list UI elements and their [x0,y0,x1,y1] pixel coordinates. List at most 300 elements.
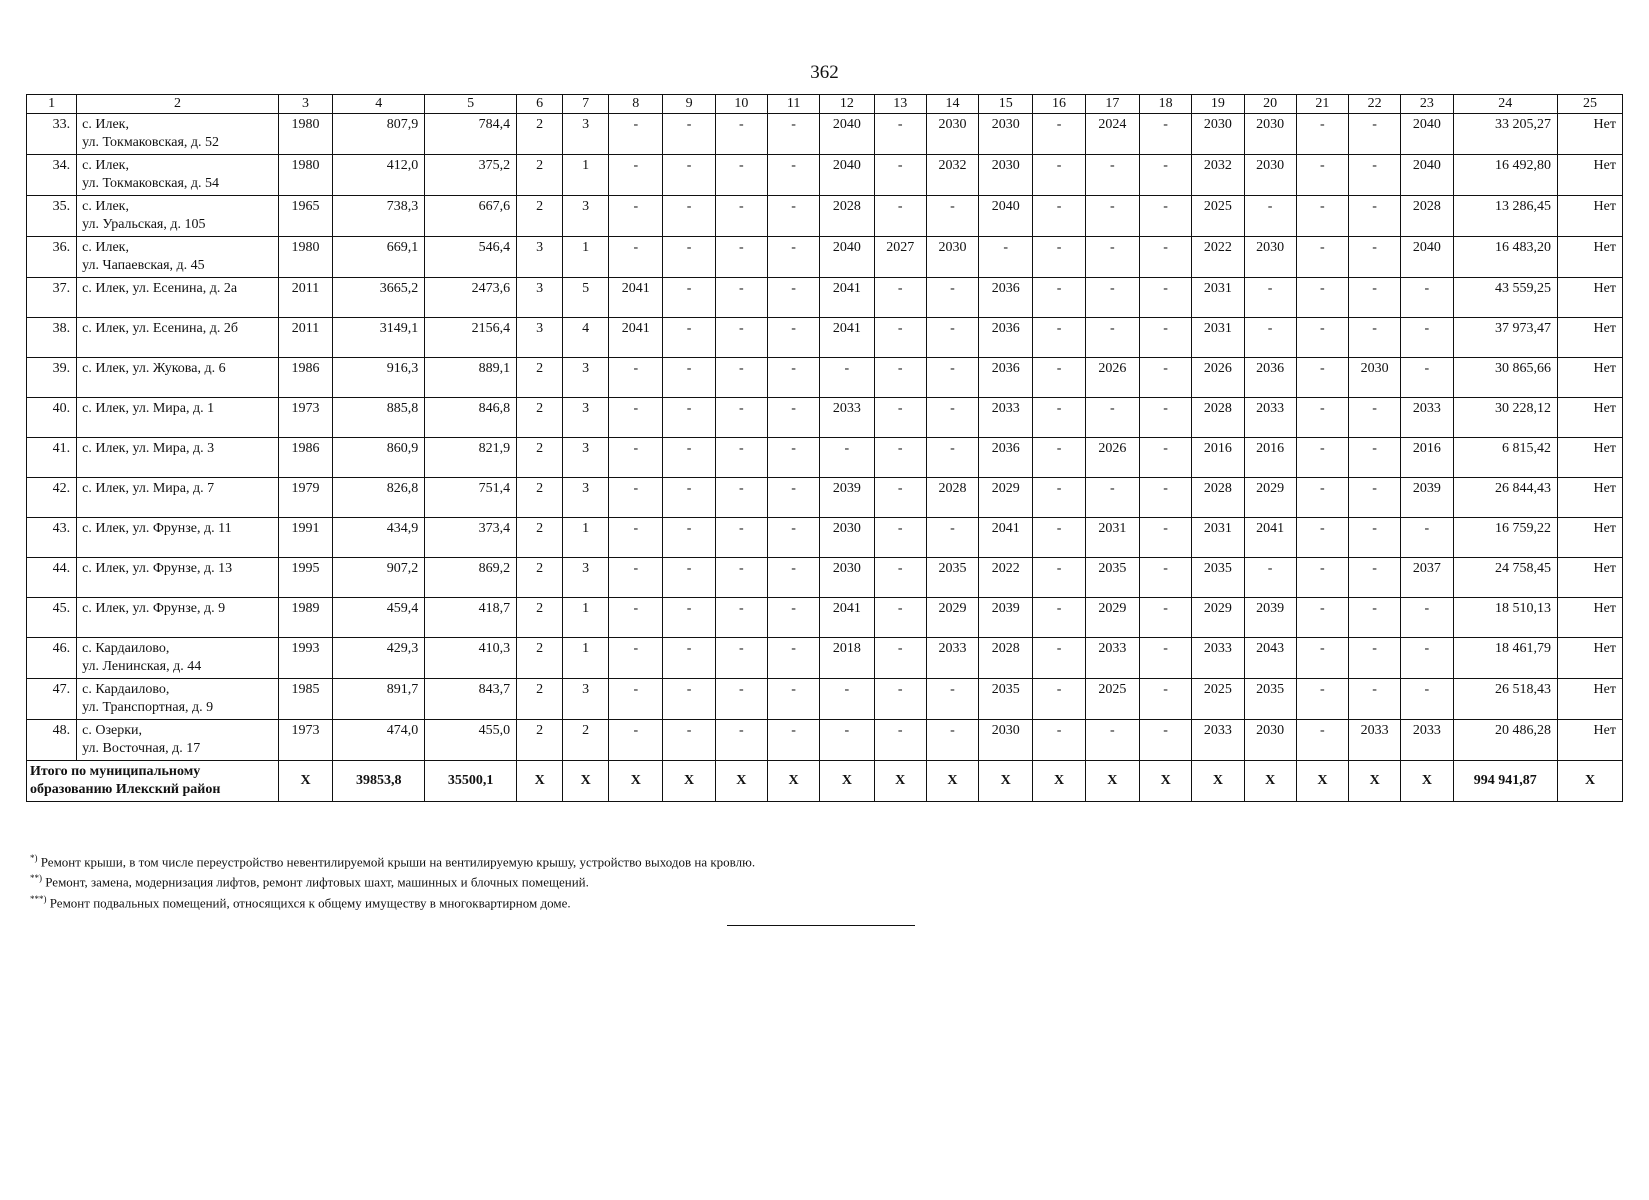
data-cell: 2030 [926,114,978,155]
data-cell: 1979 [278,478,332,518]
address-cell [77,438,279,478]
data-cell: 3149,1 [333,318,425,358]
data-cell: - [1296,679,1348,720]
data-cell: 2028 [926,478,978,518]
data-cell: 2030 [1244,114,1296,155]
data-cell: - [1033,438,1085,478]
data-cell: - [663,438,715,478]
data-cell: 1973 [278,398,332,438]
data-cell: 1 [563,638,609,679]
row-number-cell: 34. [27,155,77,196]
column-number-header: 12 [820,95,874,114]
data-cell: 2024 [1085,114,1139,155]
data-cell: - [1401,518,1453,558]
data-cell: 2 [517,679,563,720]
data-cell: 2026 [1085,358,1139,398]
data-cell: - [1349,558,1401,598]
data-cell: 2029 [926,598,978,638]
data-cell: 2040 [1401,237,1453,278]
data-cell: 2 [563,720,609,761]
data-cell: - [820,438,874,478]
address-line-1: с. Илек, ул. Фрунзе, д. 9 [82,601,226,616]
data-cell: - [1296,598,1348,638]
data-cell: 3 [563,196,609,237]
data-cell: 1973 [278,720,332,761]
address-cell [77,237,279,278]
data-cell: Нет [1558,278,1623,318]
data-cell: - [1296,720,1348,761]
data-cell: - [1349,114,1401,155]
address-line-2: ул. Токмаковская, д. 52 [82,135,220,150]
data-cell: - [1033,518,1085,558]
data-cell: - [926,438,978,478]
data-cell: - [663,318,715,358]
data-cell: - [715,638,767,679]
data-cell: - [1349,278,1401,318]
data-cell: 751,4 [425,478,517,518]
data-cell: - [1033,358,1085,398]
table-row [27,558,1623,598]
address-cell [77,398,279,438]
data-cell: 2039 [1401,478,1453,518]
data-cell: - [926,318,978,358]
data-cell: - [1401,278,1453,318]
data-cell: 412,0 [333,155,425,196]
data-cell: - [609,478,663,518]
total-cell: X [1192,761,1244,802]
data-cell: - [609,558,663,598]
data-cell: - [715,438,767,478]
row-number-cell: 41. [27,438,77,478]
address-line-1: с. Илек, ул. Мира, д. 1 [82,401,215,416]
data-cell: 2041 [979,518,1033,558]
data-cell: 2028 [1192,398,1244,438]
data-cell: - [1085,237,1139,278]
data-cell: 2016 [1244,438,1296,478]
address-line-2: ул. Токмаковская, д. 54 [82,176,220,191]
table-row [27,438,1623,478]
column-number-header: 7 [563,95,609,114]
data-cell: - [874,398,926,438]
data-cell: 373,4 [425,518,517,558]
address-line-1: с. Илек, ул. Мира, д. 3 [82,441,215,456]
data-cell: - [1085,196,1139,237]
address-cell [77,518,279,558]
data-cell: - [1140,196,1192,237]
address-line-1: с. Илек, [82,240,129,255]
total-cell: X [1244,761,1296,802]
data-cell: - [609,196,663,237]
data-cell: 1993 [278,638,332,679]
data-cell: 2 [517,155,563,196]
data-cell: - [820,358,874,398]
data-cell: Нет [1558,155,1623,196]
data-cell: 474,0 [333,720,425,761]
data-cell: - [767,720,819,761]
data-cell: - [663,114,715,155]
data-cell: - [715,518,767,558]
data-cell: 2032 [1192,155,1244,196]
data-cell: 375,2 [425,155,517,196]
data-cell: - [609,155,663,196]
table-row [27,720,1623,761]
data-cell: 2025 [1192,679,1244,720]
total-cell: X [1140,761,1192,802]
data-cell: - [1244,196,1296,237]
data-cell: 2040 [820,155,874,196]
data-cell: Нет [1558,358,1623,398]
data-cell: 2033 [820,398,874,438]
total-cell: X [715,761,767,802]
data-cell: 434,9 [333,518,425,558]
row-number-cell: 48. [27,720,77,761]
data-cell: 429,3 [333,638,425,679]
data-cell: 2033 [1349,720,1401,761]
data-cell: 2040 [1401,155,1453,196]
data-cell: 26 518,43 [1453,679,1558,720]
address-cell [77,679,279,720]
data-cell: 2033 [1192,720,1244,761]
data-cell: - [1140,720,1192,761]
total-cell: X [1085,761,1139,802]
data-cell: - [663,638,715,679]
data-cell: 2030 [1349,358,1401,398]
data-cell: - [1140,598,1192,638]
data-cell: - [715,478,767,518]
data-cell: 2031 [1192,518,1244,558]
data-cell: 2473,6 [425,278,517,318]
data-cell: 2033 [1401,398,1453,438]
data-cell: 784,4 [425,114,517,155]
data-cell: - [1140,155,1192,196]
data-cell: 2032 [926,155,978,196]
total-cell: X [609,761,663,802]
data-cell: 2 [517,478,563,518]
data-cell: 1986 [278,438,332,478]
data-cell: - [1296,318,1348,358]
data-cell: 2028 [1401,196,1453,237]
data-cell: - [1140,358,1192,398]
data-cell: 20 486,28 [1453,720,1558,761]
data-cell: 2016 [1192,438,1244,478]
data-cell: 2041 [820,598,874,638]
data-cell: - [1296,638,1348,679]
column-number-header: 5 [425,95,517,114]
address-line-1: с. Илек, ул. Фрунзе, д. 11 [82,521,232,536]
data-cell: - [767,358,819,398]
data-cell: - [715,278,767,318]
data-cell: Нет [1558,720,1623,761]
data-cell: 2031 [1192,278,1244,318]
data-cell: 2027 [874,237,926,278]
data-cell: - [874,438,926,478]
data-cell: - [926,518,978,558]
data-cell: 33 205,27 [1453,114,1558,155]
data-cell: 2039 [1244,598,1296,638]
data-cell: - [820,679,874,720]
data-cell: 860,9 [333,438,425,478]
data-cell: 2030 [926,237,978,278]
data-cell: - [609,438,663,478]
data-cell: 4 [563,318,609,358]
data-cell: 24 758,45 [1453,558,1558,598]
data-cell: 16 483,20 [1453,237,1558,278]
data-cell: - [609,358,663,398]
data-cell: 2036 [979,318,1033,358]
data-cell: - [874,598,926,638]
data-cell: - [663,679,715,720]
data-cell: 3 [517,237,563,278]
row-number-cell: 43. [27,518,77,558]
data-cell: - [715,598,767,638]
data-cell: - [926,278,978,318]
data-cell: - [1349,438,1401,478]
data-cell: - [767,638,819,679]
data-cell: 1 [563,237,609,278]
data-cell: 418,7 [425,598,517,638]
table-row [27,358,1623,398]
data-cell: - [874,318,926,358]
column-number-header: 23 [1401,95,1453,114]
data-cell: - [1140,278,1192,318]
data-cell: - [1033,398,1085,438]
address-line-1: с. Кардаилово, [82,641,170,656]
data-cell: - [715,358,767,398]
data-cell: 2030 [1244,720,1296,761]
data-cell: - [767,558,819,598]
data-cell: 2036 [979,438,1033,478]
data-cell: 885,8 [333,398,425,438]
data-cell: - [1296,155,1348,196]
data-cell: - [1349,318,1401,358]
data-cell: - [1296,278,1348,318]
data-cell: 2033 [1244,398,1296,438]
data-cell: - [663,237,715,278]
address-cell [77,720,279,761]
data-cell: - [1349,518,1401,558]
data-cell: 2 [517,638,563,679]
data-cell: 2030 [1192,114,1244,155]
data-cell: - [1296,558,1348,598]
data-cell: Нет [1558,679,1623,720]
data-cell: Нет [1558,237,1623,278]
data-cell: 3 [563,358,609,398]
end-rule [727,925,915,926]
address-cell [77,638,279,679]
data-cell: - [1033,679,1085,720]
data-cell: 2011 [278,278,332,318]
data-cell: 2030 [1244,237,1296,278]
address-cell [77,196,279,237]
data-cell: - [767,438,819,478]
total-cell: X [1558,761,1623,802]
address-line-2: ул. Чапаевская, д. 45 [82,258,205,273]
column-number-header: 20 [1244,95,1296,114]
total-cell: X [874,761,926,802]
data-cell: - [1349,478,1401,518]
data-cell: 3 [563,679,609,720]
data-cell: 2029 [979,478,1033,518]
address-cell [77,155,279,196]
data-cell: 30 228,12 [1453,398,1558,438]
data-cell: - [1296,114,1348,155]
data-cell: - [1033,598,1085,638]
data-cell: - [663,278,715,318]
data-cell: Нет [1558,518,1623,558]
data-cell: Нет [1558,478,1623,518]
page-number: 362 [810,62,839,83]
total-cell: X [1033,761,1085,802]
data-cell: 2033 [926,638,978,679]
data-cell: 2036 [1244,358,1296,398]
data-cell: Нет [1558,438,1623,478]
data-cell: 2030 [820,518,874,558]
data-cell: - [609,518,663,558]
data-cell: 13 286,45 [1453,196,1558,237]
data-cell: 2043 [1244,638,1296,679]
data-cell: Нет [1558,598,1623,638]
data-cell: - [926,398,978,438]
footnote-mark: **) [30,873,42,884]
data-cell: 2022 [979,558,1033,598]
column-number-row [27,95,1623,114]
data-cell: - [715,720,767,761]
table-row [27,638,1623,679]
total-cell: X [563,761,609,802]
data-cell: 2028 [820,196,874,237]
data-cell: - [715,398,767,438]
data-cell: - [926,358,978,398]
data-cell: - [1401,679,1453,720]
total-label-cell [27,761,279,802]
data-cell: 2 [517,358,563,398]
data-cell: 738,3 [333,196,425,237]
address-line-1: с. Илек, ул. Есенина, д. 2б [82,321,238,336]
data-cell: 2029 [1192,598,1244,638]
data-cell: - [1349,398,1401,438]
column-number-header: 13 [874,95,926,114]
data-cell: - [663,598,715,638]
total-cell: X [1349,761,1401,802]
data-cell: 2035 [1244,679,1296,720]
total-cell: X [1401,761,1453,802]
address-line-1: с. Илек, [82,158,129,173]
data-cell: 2036 [979,358,1033,398]
data-cell: - [663,720,715,761]
row-number-cell: 46. [27,638,77,679]
data-cell: - [1033,278,1085,318]
data-cell: 907,2 [333,558,425,598]
data-cell: - [1085,720,1139,761]
footnote-mark: *) [30,853,38,863]
data-cell: 2041 [609,278,663,318]
data-cell: - [715,155,767,196]
data-cell: 667,6 [425,196,517,237]
data-cell: - [1296,237,1348,278]
data-cell: 2031 [1085,518,1139,558]
data-cell: - [1140,478,1192,518]
data-cell: 821,9 [425,438,517,478]
row-number-cell: 44. [27,558,77,598]
data-cell: 18 461,79 [1453,638,1558,679]
column-number-header: 4 [333,95,425,114]
column-number-header: 6 [517,95,563,114]
total-cell: X [767,761,819,802]
data-cell: 5 [563,278,609,318]
row-number-cell: 36. [27,237,77,278]
data-cell: - [767,478,819,518]
data-cell: - [715,196,767,237]
address-line-1: с. Озерки, [82,723,143,738]
column-number-header: 18 [1140,95,1192,114]
total-cell: X [517,761,563,802]
data-cell: 2029 [1244,478,1296,518]
data-cell: - [1140,398,1192,438]
data-cell: 826,8 [333,478,425,518]
data-cell: 2040 [820,237,874,278]
data-cell: 2028 [1192,478,1244,518]
data-cell: - [1085,478,1139,518]
data-cell: - [715,679,767,720]
data-cell: - [715,558,767,598]
data-cell: 1980 [278,155,332,196]
total-cell: X [820,761,874,802]
column-number-header: 1 [27,95,77,114]
data-cell: - [609,679,663,720]
data-cell: 2035 [1192,558,1244,598]
data-cell: - [1033,638,1085,679]
data-cell: - [767,155,819,196]
data-cell: 2025 [1085,679,1139,720]
address-line-2: ул. Ленинская, д. 44 [82,659,202,674]
address-line-1: с. Илек, ул. Есенина, д. 2а [82,281,238,296]
address-cell [77,358,279,398]
address-cell [77,114,279,155]
column-number-header: 3 [278,95,332,114]
data-cell: 2 [517,518,563,558]
data-cell: - [874,358,926,398]
data-cell: - [874,196,926,237]
data-cell: - [1244,318,1296,358]
total-row [27,761,1623,802]
data-cell: - [1349,237,1401,278]
address-line-1: с. Кардаилово, [82,682,170,697]
data-cell: - [663,558,715,598]
data-cell: 2018 [820,638,874,679]
data-cell: 3 [517,318,563,358]
footnote-text: Ремонт, замена, модернизация лифтов, ремонт лифтовых шахт, машинных и блочных помещений. [42,874,589,890]
data-cell: - [1140,237,1192,278]
data-cell: 546,4 [425,237,517,278]
data-cell: 43 559,25 [1453,278,1558,318]
total-cell: 35500,1 [425,761,517,802]
data-cell: - [1349,679,1401,720]
address-cell [77,598,279,638]
data-cell: 916,3 [333,358,425,398]
data-cell: 455,0 [425,720,517,761]
data-cell: 1980 [278,237,332,278]
column-number-header: 25 [1558,95,1623,114]
data-cell: - [1401,318,1453,358]
data-cell: - [926,720,978,761]
data-cell: - [767,518,819,558]
total-cell: 39853,8 [333,761,425,802]
data-cell: Нет [1558,558,1623,598]
data-cell: - [1296,518,1348,558]
address-line-2: ул. Транспортная, д. 9 [82,700,214,715]
column-number-header: 15 [979,95,1033,114]
data-cell: Нет [1558,318,1623,358]
